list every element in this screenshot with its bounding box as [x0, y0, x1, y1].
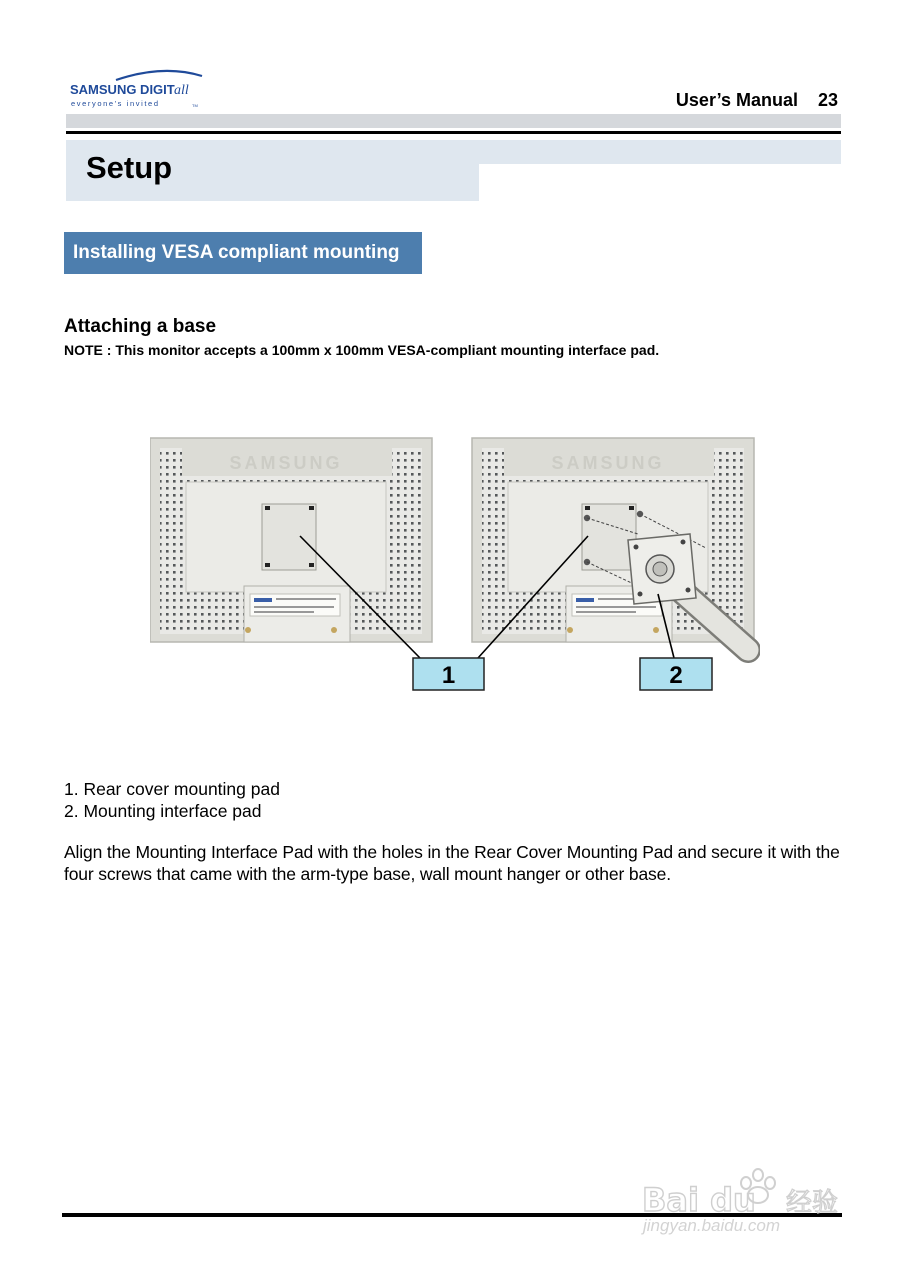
header-rule	[66, 131, 841, 134]
title-band-extension	[479, 140, 841, 164]
logo-tm: TM	[192, 103, 198, 108]
legend-item: 1. Rear cover mounting pad	[64, 779, 280, 799]
title-band-notch	[479, 164, 841, 201]
watermark-brand-cn: 经验	[786, 1188, 839, 1218]
logo-wordmark: SAMSUNG DIGIT	[70, 82, 175, 97]
baidu-watermark	[640, 1165, 860, 1250]
monitor-logo-right: SAMSUNG	[551, 453, 665, 473]
section-label: Installing VESA compliant mounting	[64, 232, 422, 274]
page-number: 23	[817, 90, 838, 110]
monitor-logo-left: SAMSUNG	[229, 453, 343, 473]
legend-item: 2. Mounting interface pad	[64, 801, 262, 821]
logo-script: all	[174, 83, 189, 98]
monitor-rear-left	[150, 438, 432, 642]
body-paragraph: Align the Mounting Interface Pad with the holes in the Rear Cover Mounting Pad and secure it with the four screws that came with the arm-type base, wall mount hanger or other base.	[64, 842, 840, 884]
samsung-digitall-logo	[68, 66, 208, 110]
watermark-url: jingyan.baidu.com	[643, 1216, 781, 1235]
watermark-brand: Bai du	[642, 1181, 756, 1219]
page-title: Setup	[86, 150, 173, 185]
vesa-mount-figure	[150, 436, 760, 692]
doc-title: User’s Manual	[675, 90, 798, 110]
sub-heading: Attaching a base	[64, 316, 217, 337]
header-band	[66, 114, 841, 128]
callout-2	[640, 658, 712, 690]
note-text: NOTE : This monitor accepts a 100mm x 100mm VESA-compliant mounting interface pad.	[64, 342, 660, 358]
callout-1	[413, 658, 484, 690]
page-header	[676, 90, 838, 111]
callout-2-label: 2	[669, 662, 683, 689]
figure-legend	[64, 778, 280, 822]
callout-1-label: 1	[441, 662, 456, 689]
logo-tagline: everyone's invited	[71, 99, 160, 108]
